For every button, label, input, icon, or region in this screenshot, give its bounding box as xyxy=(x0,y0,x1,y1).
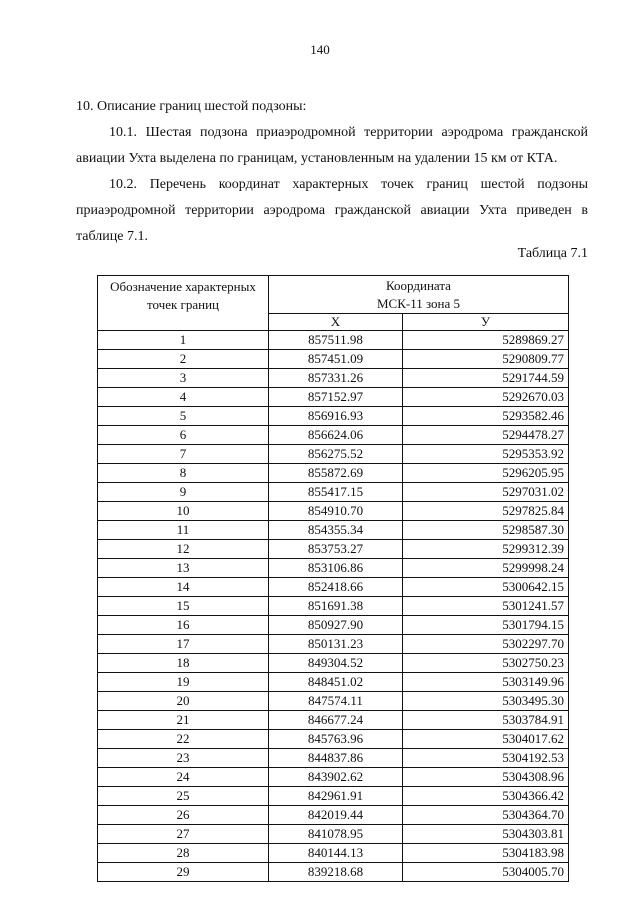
x-coordinate-cell: 856275.52 xyxy=(269,445,403,464)
point-number-cell: 18 xyxy=(98,654,269,673)
point-label-header: Обозначение характерных точек границ xyxy=(98,276,269,331)
point-number-cell: 10 xyxy=(98,502,269,521)
x-coordinate-cell: 845763.96 xyxy=(269,730,403,749)
x-coordinate-cell: 850927.90 xyxy=(269,616,403,635)
table-row xyxy=(98,426,569,445)
table-row xyxy=(98,863,569,882)
table-caption: Таблица 7.1 xyxy=(517,246,588,261)
table-row xyxy=(98,331,569,350)
y-coordinate-cell: 5303495.30 xyxy=(403,692,569,711)
table-row xyxy=(98,597,569,616)
paragraph-10-1: 10.1. Шестая подзона приаэродромной территории аэродрома гражданской авиации Ухта выделена по границам, установленным на удалении 15 км от КТА. xyxy=(76,125,588,166)
x-coordinate-cell: 857331.26 xyxy=(269,369,403,388)
point-number-cell: 20 xyxy=(98,692,269,711)
point-number-cell: 24 xyxy=(98,768,269,787)
x-coordinate-cell: 853753.27 xyxy=(269,540,403,559)
point-number-cell: 25 xyxy=(98,787,269,806)
point-number-cell: 6 xyxy=(98,426,269,445)
point-number-cell: 2 xyxy=(98,350,269,369)
y-coordinate-cell: 5303784.91 xyxy=(403,711,569,730)
point-number-cell: 1 xyxy=(98,331,269,350)
y-coordinate-cell: 5304303.81 xyxy=(403,825,569,844)
x-coordinate-cell: 853106.86 xyxy=(269,559,403,578)
y-coordinate-cell: 5290809.77 xyxy=(403,350,569,369)
y-coordinate-cell: 5296205.95 xyxy=(403,464,569,483)
x-coordinate-cell: 843902.62 xyxy=(269,768,403,787)
table-row xyxy=(98,521,569,540)
table-row xyxy=(98,654,569,673)
y-header: У xyxy=(403,314,569,331)
x-coordinate-cell: 849304.52 xyxy=(269,654,403,673)
y-coordinate-cell: 5302750.23 xyxy=(403,654,569,673)
y-coordinate-cell: 5304366.42 xyxy=(403,787,569,806)
x-coordinate-cell: 842019.44 xyxy=(269,806,403,825)
x-coordinate-cell: 855872.69 xyxy=(269,464,403,483)
y-coordinate-cell: 5293582.46 xyxy=(403,407,569,426)
table-row xyxy=(98,483,569,502)
x-coordinate-cell: 856916.93 xyxy=(269,407,403,426)
x-coordinate-cell: 856624.06 xyxy=(269,426,403,445)
x-coordinate-cell: 850131.23 xyxy=(269,635,403,654)
table-row xyxy=(98,445,569,464)
y-coordinate-cell: 5294478.27 xyxy=(403,426,569,445)
point-number-cell: 9 xyxy=(98,483,269,502)
x-coordinate-cell: 855417.15 xyxy=(269,483,403,502)
paragraph-10-2: 10.2. Перечень координат характерных точек границ шестой подзоны приаэродромной территории аэродрома гражданской авиации Ухта приведен в таблице 7.1. xyxy=(76,177,588,244)
x-coordinate-cell: 857511.98 xyxy=(269,331,403,350)
point-number-cell: 29 xyxy=(98,863,269,882)
x-coordinate-cell: 839218.68 xyxy=(269,863,403,882)
x-coordinate-cell: 857451.09 xyxy=(269,350,403,369)
x-header: X xyxy=(269,314,403,331)
table-row xyxy=(98,464,569,483)
table-row xyxy=(98,388,569,407)
y-coordinate-cell: 5304308.96 xyxy=(403,768,569,787)
x-coordinate-cell: 841078.95 xyxy=(269,825,403,844)
point-number-cell: 12 xyxy=(98,540,269,559)
table-row xyxy=(98,502,569,521)
y-coordinate-cell: 5302297.70 xyxy=(403,635,569,654)
table-row xyxy=(98,749,569,768)
y-coordinate-cell: 5300642.15 xyxy=(403,578,569,597)
x-coordinate-cell: 851691.38 xyxy=(269,597,403,616)
y-coordinate-cell: 5292670.03 xyxy=(403,388,569,407)
table-row xyxy=(98,635,569,654)
coordinate-system-label: МСК-11 зона 5 xyxy=(376,296,461,311)
point-number-cell: 19 xyxy=(98,673,269,692)
table-row xyxy=(98,578,569,597)
point-number-cell: 11 xyxy=(98,521,269,540)
y-coordinate-cell: 5304192.53 xyxy=(403,749,569,768)
x-coordinate-cell: 844837.86 xyxy=(269,749,403,768)
x-coordinate-cell: 842961.91 xyxy=(269,787,403,806)
table-body xyxy=(98,331,569,882)
table-row xyxy=(98,350,569,369)
table-row xyxy=(98,692,569,711)
y-coordinate-cell: 5304364.70 xyxy=(403,806,569,825)
x-coordinate-cell: 854910.70 xyxy=(269,502,403,521)
y-coordinate-cell: 5297825.84 xyxy=(403,502,569,521)
x-coordinate-cell: 852418.66 xyxy=(269,578,403,597)
x-coordinate-cell: 840144.13 xyxy=(269,844,403,863)
y-coordinate-cell: 5299998.24 xyxy=(403,559,569,578)
table-row xyxy=(98,825,569,844)
point-number-cell: 21 xyxy=(98,711,269,730)
table-row xyxy=(98,540,569,559)
table-row xyxy=(98,559,569,578)
point-number-cell: 16 xyxy=(98,616,269,635)
page-number: 140 xyxy=(310,42,330,57)
point-number-cell: 17 xyxy=(98,635,269,654)
y-coordinate-cell: 5301241.57 xyxy=(403,597,569,616)
point-number-cell: 13 xyxy=(98,559,269,578)
table-row xyxy=(98,806,569,825)
point-number-cell: 15 xyxy=(98,597,269,616)
x-coordinate-cell: 854355.34 xyxy=(269,521,403,540)
x-coordinate-cell: 848451.02 xyxy=(269,673,403,692)
point-number-cell: 5 xyxy=(98,407,269,426)
y-coordinate-cell: 5301794.15 xyxy=(403,616,569,635)
point-number-cell: 22 xyxy=(98,730,269,749)
table-row xyxy=(98,711,569,730)
point-number-cell: 28 xyxy=(98,844,269,863)
table-row xyxy=(98,730,569,749)
point-number-cell: 3 xyxy=(98,369,269,388)
y-coordinate-cell: 5303149.96 xyxy=(403,673,569,692)
x-coordinate-cell: 857152.97 xyxy=(269,388,403,407)
point-number-cell: 23 xyxy=(98,749,269,768)
point-number-cell: 14 xyxy=(98,578,269,597)
y-coordinate-cell: 5297031.02 xyxy=(403,483,569,502)
y-coordinate-cell: 5299312.39 xyxy=(403,540,569,559)
y-coordinate-cell: 5289869.27 xyxy=(403,331,569,350)
y-coordinate-cell: 5304005.70 xyxy=(403,863,569,882)
table-row xyxy=(98,673,569,692)
y-coordinate-cell: 5291744.59 xyxy=(403,369,569,388)
y-coordinate-cell: 5304017.62 xyxy=(403,730,569,749)
coordinate-header-title: Координата xyxy=(386,278,451,293)
y-coordinate-cell: 5298587.30 xyxy=(403,521,569,540)
y-coordinate-cell: 5304183.98 xyxy=(403,844,569,863)
point-number-cell: 8 xyxy=(98,464,269,483)
point-number-cell: 27 xyxy=(98,825,269,844)
table-row xyxy=(98,844,569,863)
point-number-cell: 4 xyxy=(98,388,269,407)
x-coordinate-cell: 847574.11 xyxy=(269,692,403,711)
point-number-cell: 26 xyxy=(98,806,269,825)
table-row xyxy=(98,768,569,787)
section-heading: 10. Описание границ шестой подзоны: xyxy=(76,99,307,114)
table-row xyxy=(98,787,569,806)
table-row xyxy=(98,369,569,388)
point-number-cell: 7 xyxy=(98,445,269,464)
coordinate-header xyxy=(269,276,569,314)
x-coordinate-cell: 846677.24 xyxy=(269,711,403,730)
table-row xyxy=(98,407,569,426)
coordinates-table xyxy=(97,275,569,882)
table-row xyxy=(98,616,569,635)
y-coordinate-cell: 5295353.92 xyxy=(403,445,569,464)
